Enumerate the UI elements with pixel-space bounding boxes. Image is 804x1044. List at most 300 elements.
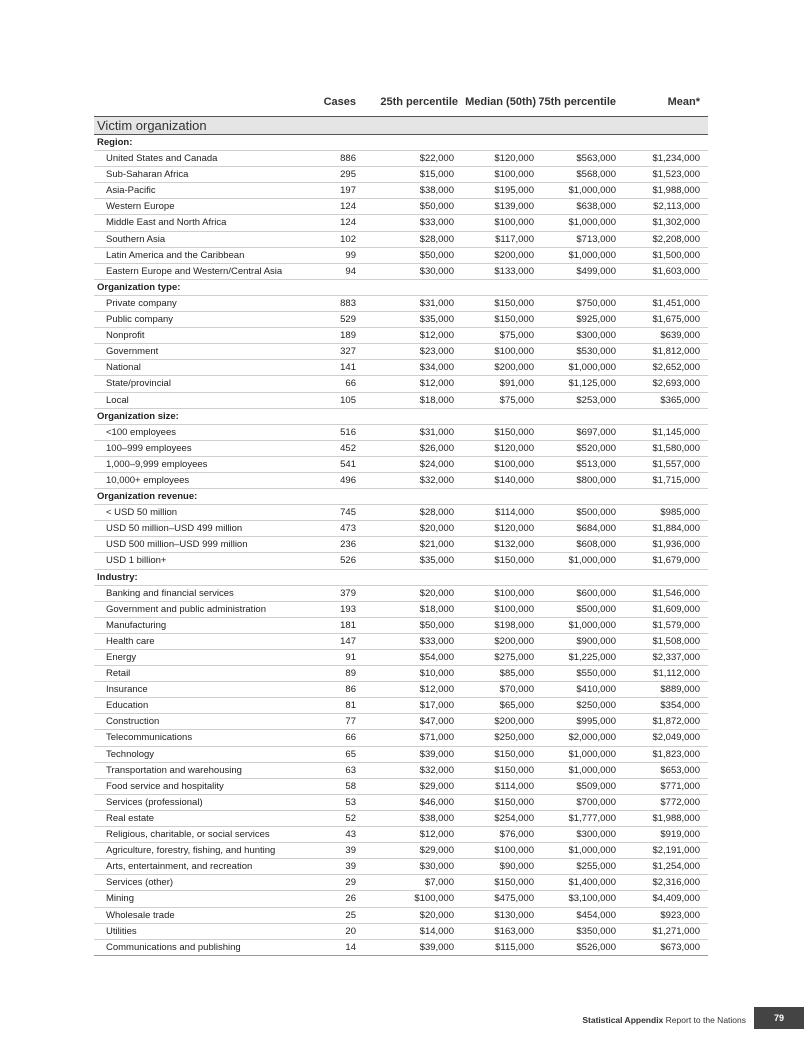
section-header-row: Industry: [94, 570, 708, 586]
row-label: USD 50 million–USD 499 million [106, 523, 243, 535]
cell-mean: $1,936,000 [652, 539, 700, 551]
cell-25th-percentile: $23,000 [419, 346, 454, 358]
table-row [94, 827, 708, 843]
cell-75th-percentile: $1,000,000 [568, 217, 616, 229]
cell-cases: 529 [340, 314, 356, 326]
table-row [94, 795, 708, 811]
cell-25th-percentile: $7,000 [424, 877, 454, 889]
cell-median: $114,000 [495, 507, 534, 519]
cell-75th-percentile: $1,000,000 [568, 249, 616, 261]
table-row [94, 730, 708, 746]
table-row [94, 682, 708, 698]
cell-median: $100,000 [494, 346, 534, 358]
cell-25th-percentile: $20,000 [419, 587, 454, 599]
table-row [94, 634, 708, 650]
cell-cases: 20 [345, 925, 356, 937]
section-header-row: Organization size: [94, 409, 708, 425]
cell-mean: $2,337,000 [652, 652, 700, 663]
cell-median: $133,000 [494, 265, 534, 277]
column-header-cases: Cases [323, 96, 356, 108]
cell-median: $275,000 [494, 652, 534, 663]
cell-median: $198,000 [494, 619, 534, 631]
table-row [94, 779, 708, 795]
cell-75th-percentile: $1,000,000 [568, 619, 616, 631]
cell-mean: $653,000 [660, 764, 700, 776]
row-label: Wholesale trade [106, 909, 175, 921]
table-row [94, 248, 708, 264]
cell-25th-percentile: $39,000 [419, 748, 454, 760]
cell-25th-percentile: $14,000 [419, 925, 454, 937]
cell-median: $100,000 [494, 587, 534, 599]
cell-cases: 29 [345, 877, 356, 889]
cell-mean: $1,145,000 [652, 426, 700, 438]
cell-cases: 526 [340, 555, 356, 567]
cell-cases: 43 [345, 829, 356, 841]
cell-median: $150,000 [494, 877, 534, 889]
row-label: Private company [106, 297, 177, 309]
cell-75th-percentile: $1,225,000 [568, 652, 616, 663]
cell-25th-percentile: $31,000 [419, 297, 454, 309]
table-row [94, 763, 708, 779]
cell-cases: 91 [345, 652, 356, 663]
row-label: Telecommunications [106, 732, 193, 744]
cell-median: $200,000 [494, 249, 534, 261]
cell-mean: $639,000 [660, 330, 700, 342]
cell-cases: 77 [345, 716, 356, 728]
cell-25th-percentile: $34,000 [419, 362, 454, 374]
cell-25th-percentile: $47,000 [419, 716, 454, 728]
cell-mean: $1,872,000 [652, 716, 700, 728]
table-row [94, 553, 708, 569]
cell-median: $120,000 [494, 153, 534, 165]
row-label: Arts, entertainment, and recreation [106, 861, 253, 873]
cell-mean: $1,579,000 [652, 619, 700, 631]
cell-cases: 496 [340, 474, 356, 486]
cell-cases: 102 [340, 233, 356, 245]
cell-median: $163,000 [494, 925, 534, 937]
cell-75th-percentile: $2,000,000 [568, 732, 616, 744]
cell-25th-percentile: $18,000 [419, 394, 454, 406]
row-label: Southern Asia [106, 233, 166, 245]
table-row [94, 457, 708, 473]
cell-median: $139,000 [494, 201, 534, 213]
cell-cases: 745 [340, 507, 356, 519]
cell-75th-percentile: $1,000,000 [568, 362, 616, 374]
table-row [94, 183, 708, 199]
row-label: Services (professional) [106, 796, 203, 808]
cell-25th-percentile: $54,000 [419, 652, 454, 663]
cell-25th-percentile: $10,000 [419, 668, 454, 680]
cell-25th-percentile: $28,000 [419, 507, 454, 519]
cell-75th-percentile: $1,000,000 [568, 185, 616, 197]
table-row [94, 908, 708, 924]
row-label: Nonprofit [106, 330, 145, 342]
cell-mean: $2,208,000 [652, 233, 700, 245]
cell-75th-percentile: $1,000,000 [568, 748, 616, 760]
column-header-25th-percentile: 25th percentile [380, 96, 458, 108]
cell-25th-percentile: $15,000 [419, 169, 454, 181]
row-label: Government and public administration [106, 603, 267, 615]
row-label: Public company [106, 314, 174, 326]
cell-25th-percentile: $20,000 [419, 909, 454, 921]
cell-25th-percentile: $35,000 [419, 314, 454, 326]
cell-25th-percentile: $50,000 [419, 201, 454, 213]
cell-25th-percentile: $29,000 [419, 780, 454, 792]
table-row [94, 505, 708, 521]
cell-median: $130,000 [494, 909, 534, 921]
row-label: Education [106, 700, 149, 712]
cell-cases: 327 [340, 346, 356, 358]
cell-25th-percentile: $38,000 [419, 812, 454, 824]
cell-25th-percentile: $38,000 [419, 185, 454, 197]
row-label: Communications and publishing [106, 941, 241, 953]
cell-mean: $772,000 [660, 796, 700, 808]
cell-25th-percentile: $24,000 [419, 458, 454, 470]
row-label: Western Europe [106, 201, 175, 213]
cell-25th-percentile: $100,000 [414, 893, 454, 905]
cell-75th-percentile: $530,000 [576, 346, 616, 358]
cell-median: $200,000 [494, 635, 534, 647]
cell-mean: $1,271,000 [652, 925, 700, 937]
cell-mean: $354,000 [660, 700, 700, 712]
cell-mean: $1,112,000 [653, 668, 700, 680]
cell-75th-percentile: $410,000 [576, 684, 616, 696]
table-row [94, 875, 708, 891]
cell-75th-percentile: $526,000 [576, 941, 616, 953]
cell-median: $200,000 [494, 716, 534, 728]
cell-median: $120,000 [494, 523, 534, 535]
cell-mean: $1,234,000 [652, 153, 700, 165]
table-row [94, 151, 708, 167]
row-label: Middle East and North Africa [106, 217, 227, 229]
cell-mean: $1,988,000 [652, 812, 700, 824]
row-label: Asia-Pacific [106, 185, 156, 197]
row-label: United States and Canada [106, 153, 218, 165]
cell-75th-percentile: $697,000 [576, 426, 616, 438]
row-label: <100 employees [106, 426, 176, 438]
table-body [94, 135, 708, 956]
table-row [94, 425, 708, 441]
table-row [94, 521, 708, 537]
cell-75th-percentile: $253,000 [576, 394, 616, 406]
table-row [94, 843, 708, 859]
row-label: Health care [106, 635, 155, 647]
cell-75th-percentile: $600,000 [576, 587, 616, 599]
section-header-row: Region: [94, 135, 708, 151]
cell-cases: 89 [345, 668, 356, 680]
cell-75th-percentile: $608,000 [576, 539, 616, 551]
cell-mean: $2,049,000 [652, 732, 700, 744]
cell-median: $91,000 [499, 378, 534, 390]
cell-cases: 66 [345, 732, 356, 744]
row-label: Technology [106, 748, 155, 760]
cell-cases: 26 [345, 893, 356, 905]
table-row [94, 618, 708, 634]
row-label: Banking and financial services [106, 587, 234, 599]
cell-75th-percentile: $1,000,000 [568, 555, 616, 567]
cell-median: $75,000 [499, 394, 534, 406]
cell-median: $114,000 [495, 780, 534, 792]
column-header-median: Median (50th) [465, 96, 536, 108]
cell-25th-percentile: $12,000 [419, 829, 454, 841]
section-header-row: Organization type: [94, 280, 708, 296]
table-row [94, 666, 708, 682]
cell-median: $120,000 [494, 442, 534, 454]
column-header-75th-percentile: 75th percentile [538, 96, 616, 108]
cell-median: $475,000 [494, 893, 534, 905]
cell-median: $150,000 [494, 297, 534, 309]
page-footer [582, 1015, 746, 1025]
cell-mean: $985,000 [660, 507, 700, 519]
cell-25th-percentile: $26,000 [419, 442, 454, 454]
cell-median: $150,000 [494, 314, 534, 326]
cell-25th-percentile: $21,000 [419, 539, 454, 551]
cell-75th-percentile: $500,000 [576, 507, 616, 519]
cell-75th-percentile: $568,000 [576, 169, 616, 181]
table-row [94, 312, 708, 328]
table-row [94, 264, 708, 280]
cell-75th-percentile: $500,000 [576, 603, 616, 615]
table-row [94, 714, 708, 730]
cell-median: $250,000 [494, 732, 534, 744]
cell-cases: 124 [340, 217, 356, 229]
cell-cases: 473 [340, 523, 356, 535]
row-label: Latin America and the Caribbean [106, 249, 245, 261]
cell-75th-percentile: $700,000 [576, 796, 616, 808]
cell-median: $150,000 [494, 555, 534, 567]
row-label: Energy [106, 652, 137, 663]
cell-75th-percentile: $684,000 [576, 523, 616, 535]
cell-median: $65,000 [499, 700, 534, 712]
cell-75th-percentile: $900,000 [576, 635, 616, 647]
table-row [94, 811, 708, 827]
cell-75th-percentile: $550,000 [576, 668, 616, 680]
table-row [94, 296, 708, 312]
cell-75th-percentile: $513,000 [576, 458, 616, 470]
row-label: Construction [106, 716, 160, 728]
cell-25th-percentile: $12,000 [419, 330, 454, 342]
cell-mean: $1,557,000 [652, 458, 700, 470]
row-label: 100–999 employees [106, 442, 192, 454]
cell-75th-percentile: $250,000 [576, 700, 616, 712]
column-header-mean: Mean* [667, 96, 700, 108]
cell-mean: $2,316,000 [652, 877, 700, 889]
cell-median: $150,000 [494, 796, 534, 808]
row-label: Utilities [106, 925, 137, 937]
cell-25th-percentile: $29,000 [419, 845, 454, 857]
cell-mean: $1,609,000 [652, 603, 700, 615]
cell-median: $100,000 [494, 217, 534, 229]
cell-75th-percentile: $1,125,000 [568, 378, 616, 390]
cell-cases: 66 [345, 378, 356, 390]
row-label: State/provincial [106, 378, 171, 390]
cell-mean: $1,884,000 [652, 523, 700, 535]
cell-median: $100,000 [494, 169, 534, 181]
row-label: 1,000–9,999 employees [106, 458, 208, 470]
cell-median: $200,000 [494, 362, 534, 374]
cell-25th-percentile: $31,000 [419, 426, 454, 438]
cell-median: $140,000 [494, 474, 534, 486]
table-row [94, 199, 708, 215]
row-label: Government [106, 346, 159, 358]
cell-median: $150,000 [494, 426, 534, 438]
cell-median: $115,000 [495, 941, 534, 953]
cell-25th-percentile: $35,000 [419, 555, 454, 567]
cell-mean: $1,679,000 [652, 555, 700, 567]
cell-cases: 39 [345, 845, 356, 857]
cell-75th-percentile: $563,000 [576, 153, 616, 165]
cell-median: $132,000 [494, 539, 534, 551]
cell-median: $76,000 [499, 829, 534, 841]
table-row [94, 441, 708, 457]
row-label: Food service and hospitality [106, 780, 224, 792]
cell-cases: 63 [345, 764, 356, 776]
cell-mean: $1,523,000 [652, 169, 700, 181]
cell-25th-percentile: $50,000 [419, 249, 454, 261]
row-label: Sub-Saharan Africa [106, 169, 189, 181]
cell-mean: $1,508,000 [652, 635, 700, 647]
cell-cases: 883 [340, 297, 356, 309]
cell-mean: $1,580,000 [652, 442, 700, 454]
cell-25th-percentile: $32,000 [419, 474, 454, 486]
cell-median: $90,000 [499, 861, 534, 873]
cell-median: $254,000 [494, 812, 534, 824]
cell-75th-percentile: $3,100,000 [568, 893, 616, 905]
cell-median: $100,000 [494, 603, 534, 615]
cell-cases: 295 [340, 169, 356, 181]
cell-cases: 197 [340, 185, 356, 197]
cell-mean: $1,715,000 [652, 474, 700, 486]
row-label: < USD 50 million [106, 507, 178, 519]
row-label: USD 1 billion+ [106, 555, 167, 567]
cell-cases: 193 [340, 603, 356, 615]
cell-cases: 181 [340, 619, 356, 631]
table-row [94, 891, 708, 907]
table-row [94, 650, 708, 666]
cell-cases: 886 [340, 153, 356, 165]
cell-median: $100,000 [494, 845, 534, 857]
cell-75th-percentile: $800,000 [576, 474, 616, 486]
cell-median: $70,000 [499, 684, 534, 696]
cell-cases: 541 [340, 458, 356, 470]
cell-mean: $4,409,000 [652, 893, 700, 905]
cell-cases: 236 [340, 539, 356, 551]
cell-25th-percentile: $33,000 [419, 635, 454, 647]
row-label: Retail [106, 668, 131, 680]
cell-cases: 25 [345, 909, 356, 921]
cell-75th-percentile: $713,000 [576, 233, 616, 245]
cell-25th-percentile: $12,000 [419, 684, 454, 696]
table-row [94, 215, 708, 231]
row-label: National [106, 362, 141, 374]
cell-cases: 124 [340, 201, 356, 213]
cell-75th-percentile: $300,000 [576, 330, 616, 342]
cell-mean: $673,000 [660, 941, 700, 953]
cell-median: $100,000 [494, 458, 534, 470]
cell-75th-percentile: $499,000 [576, 265, 616, 277]
cell-median: $85,000 [499, 668, 534, 680]
page-number: 79 [754, 1007, 804, 1029]
cell-cases: 141 [340, 362, 356, 374]
row-label: Insurance [106, 684, 148, 696]
cell-mean: $1,546,000 [652, 587, 700, 599]
cell-mean: $919,000 [660, 829, 700, 841]
cell-cases: 65 [345, 748, 356, 760]
cell-25th-percentile: $28,000 [419, 233, 454, 245]
cell-25th-percentile: $20,000 [419, 523, 454, 535]
table-row [94, 586, 708, 602]
cell-25th-percentile: $32,000 [419, 764, 454, 776]
table-row [94, 698, 708, 714]
table-row [94, 360, 708, 376]
cell-mean: $1,603,000 [652, 265, 700, 277]
cell-mean: $1,254,000 [652, 861, 700, 873]
cell-mean: $1,823,000 [652, 748, 700, 760]
cell-75th-percentile: $255,000 [576, 861, 616, 873]
cell-25th-percentile: $39,000 [419, 941, 454, 953]
cell-mean: $1,812,000 [652, 346, 700, 358]
cell-cases: 452 [340, 442, 356, 454]
cell-mean: $1,988,000 [652, 185, 700, 197]
victim-organization-table [94, 116, 708, 956]
cell-cases: 52 [345, 812, 356, 824]
cell-mean: $1,500,000 [652, 249, 700, 261]
row-label: Manufacturing [106, 619, 167, 631]
cell-median: $117,000 [495, 233, 534, 245]
column-header-row [0, 96, 804, 112]
cell-median: $75,000 [499, 330, 534, 342]
row-label: Mining [106, 893, 134, 905]
cell-cases: 94 [345, 265, 356, 277]
cell-cases: 58 [345, 780, 356, 792]
table-row [94, 393, 708, 409]
table-row [94, 859, 708, 875]
cell-25th-percentile: $33,000 [419, 217, 454, 229]
cell-25th-percentile: $71,000 [419, 732, 454, 744]
table-row [94, 167, 708, 183]
cell-75th-percentile: $1,400,000 [568, 877, 616, 889]
cell-cases: 189 [340, 330, 356, 342]
cell-75th-percentile: $995,000 [576, 716, 616, 728]
cell-25th-percentile: $30,000 [419, 861, 454, 873]
table-row [94, 602, 708, 618]
cell-mean: $2,191,000 [652, 845, 700, 857]
cell-mean: $889,000 [660, 684, 700, 696]
table-row [94, 376, 708, 392]
cell-median: $150,000 [494, 764, 534, 776]
cell-25th-percentile: $30,000 [419, 265, 454, 277]
cell-mean: $923,000 [660, 909, 700, 921]
cell-median: $150,000 [494, 748, 534, 760]
cell-75th-percentile: $925,000 [576, 314, 616, 326]
row-label: Services (other) [106, 877, 174, 889]
cell-cases: 105 [340, 394, 356, 406]
cell-mean: $1,451,000 [652, 297, 700, 309]
cell-25th-percentile: $46,000 [419, 796, 454, 808]
cell-cases: 39 [345, 861, 356, 873]
cell-75th-percentile: $1,000,000 [568, 845, 616, 857]
table-title: Victim organization [94, 116, 708, 135]
cell-cases: 14 [345, 941, 356, 953]
cell-mean: $2,652,000 [652, 362, 700, 374]
table-row [94, 344, 708, 360]
cell-75th-percentile: $1,000,000 [568, 764, 616, 776]
cell-cases: 379 [340, 587, 356, 599]
cell-25th-percentile: $17,000 [419, 700, 454, 712]
row-label: 10,000+ employees [106, 474, 190, 486]
cell-75th-percentile: $454,000 [576, 909, 616, 921]
cell-mean: $771,000 [660, 780, 700, 792]
